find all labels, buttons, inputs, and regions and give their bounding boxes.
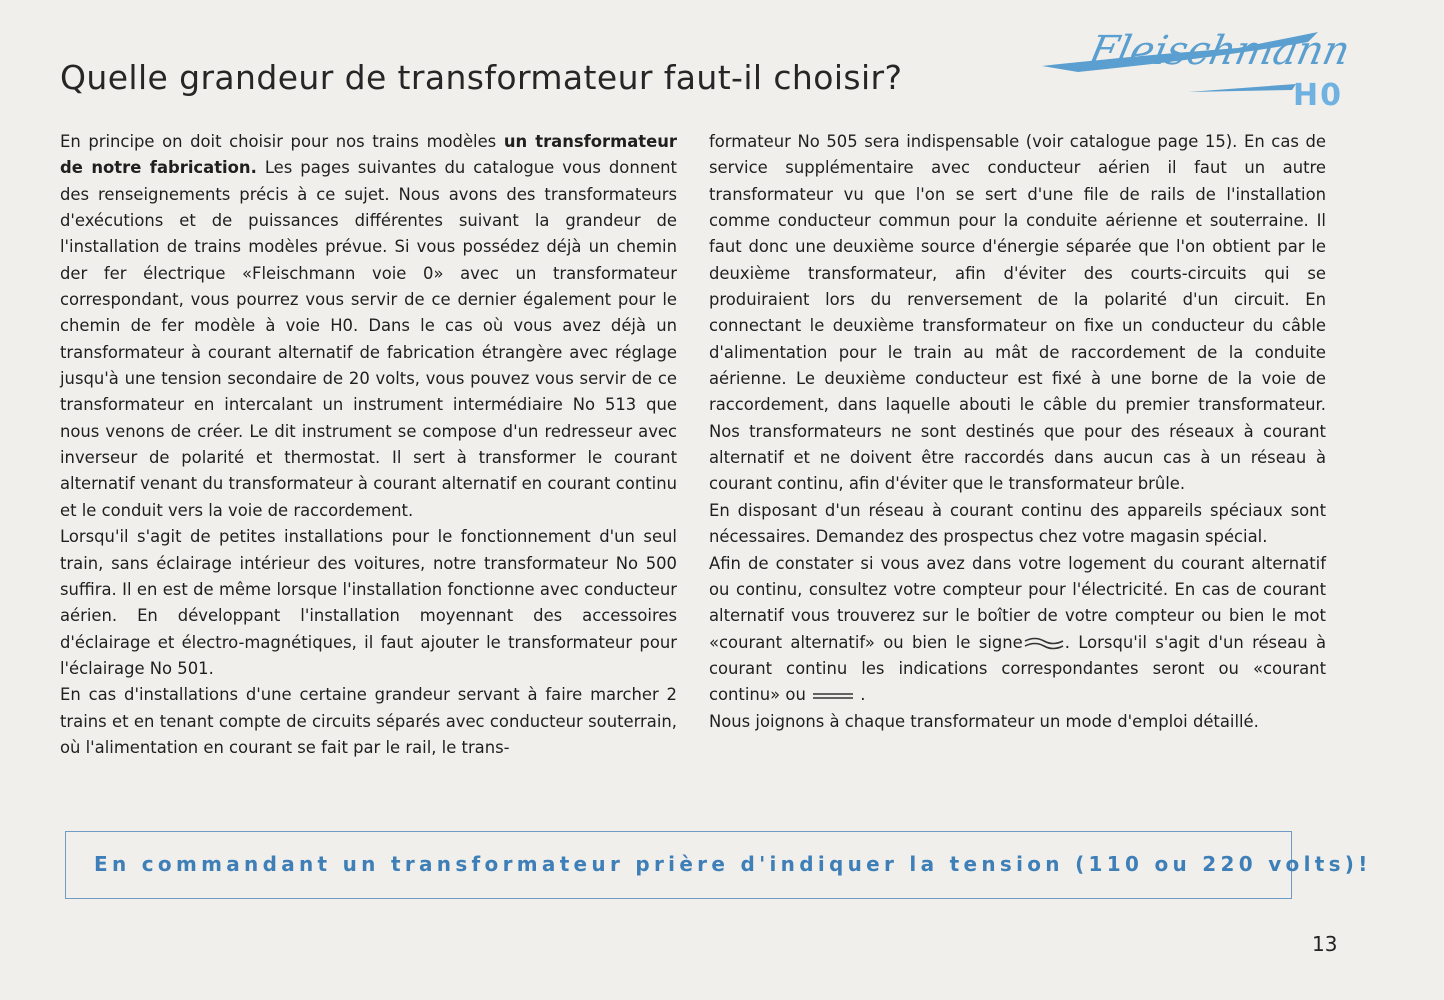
logo-scale: H0 [1293, 78, 1343, 113]
text-run: Les pages suivantes du catalogue vous donnent des renseignements précis à ce sujet. Nous avons des transformateurs d'exécutions et de puissances différentes suivant la grandeur de l'installation de trains modèles prévue. Si vous possédez déjà un chemin der fer électrique «Fleischmann voie 0» avec un transformateur correspondant, vous pourrez vous servir de ce dernier également pour le chemin de fer modèle à voie H0. Dans le cas où vous avez déjà un transformateur à courant alternatif de fabrication étrangère avec réglage jusqu'à une tension secondaire de 20 volts, vous pouvez vous servir de ce transformateur en intercalant un instrument intermédiaire No 513 que nous venons de créer. Le dit instrument se compose d'un redresseur avec inverseur de polarité et thermostat. Il sert à transformer le courant alternatif venant du transformateur à courant alternatif en courant continu et le conduit vers la voie de raccordement. [60, 158, 677, 520]
text-run: En principe on doit choisir pour nos trains modèles [60, 132, 504, 151]
paragraph [60, 129, 677, 524]
paragraph: En cas d'installations d'une certaine grandeur servant à faire marcher 2 trains et en tenant compte de circuits séparés avec conducteur souterrain, où l'alimentation en courant se fait par le rail, le trans- [60, 685, 677, 757]
paragraph: Nous joignons à chaque transformateur un mode d'emploi détaillé. [709, 711, 1259, 731]
emphasis-text: un transformateur de notre fabrication. [60, 132, 677, 178]
right-column [709, 129, 1326, 735]
alternating-current-icon [1023, 636, 1065, 650]
text-run: . Lorsqu'il s'agit d'un réseau à courant continu les indications correspondantes seront ou «courant continu» ou [709, 632, 1326, 705]
notice-text: En commandant un transformateur prière d'indiquer la tension (110 ou 220 volts)! [94, 852, 1372, 876]
logo-brand: Fleischmann [1085, 28, 1354, 74]
page-number: 13 [1312, 932, 1338, 956]
paragraph: Lorsqu'il s'agit de petites installations pour le fonctionnement d'un seul train, sans éclairage intérieur des voitures, notre transformateur No 500 suffira. Il en est de même lorsque l'installation fonctionne avec conducteur aérien. En développant l'installation moyennant des accessoires d'éclairage et électro-magnétiques, il faut ajouter le transformateur pour l'éclairage No 501. [60, 527, 677, 678]
paragraph: En disposant d'un réseau à courant continu des appareils spéciaux sont nécessaires. Demandez des prospectus chez votre magasin spécial. [709, 500, 1326, 547]
notice-box [65, 831, 1372, 899]
text-run: Afin de constater si vous avez dans votre logement du courant alternatif ou continu, consultez votre compteur pour l'électricité. En cas de courant alternatif vous trouverez sur le boîtier de votre compteur ou bien le mot «courant alternatif» ou bien le signe [709, 553, 1326, 652]
page-title: Quelle grandeur de transformateur faut-il choisir? [60, 58, 903, 97]
text-run: . [855, 685, 866, 705]
paragraph [709, 551, 1326, 709]
fleischmann-logo [1038, 22, 1370, 122]
left-column [60, 129, 677, 761]
paragraph: formateur No 505 sera indispensable (voir catalogue page 15). En cas de service supplémentaire avec conducteur aérien il faut un autre transformateur vu que l'on se sert d'une file de rails de l'installation comme conducteur commun pour la conduite aérienne et souterraine. Il faut donc une deuxième source d'énergie séparée que l'on obtient par le deuxième transformateur, afin d'éviter des courts-circuits qui se produiraient lors du renversement de la polarité d'un circuit. En connectant le deuxième transformateur on fixe un conducteur du câble d'alimentation pour le train au mât de raccordement de la conduite aérienne. Le deuxième conducteur est fixé à une borne de la voie de raccordement, dans laquelle abouti le câble du premier transformateur. Nos transformateurs ne sont destinés que pour des réseaux à courant alternatif et ne doivent être raccordés dans aucun cas à un réseau à courant continu, afin d'éviter que le transformateur brûle. [709, 132, 1326, 494]
direct-current-icon [811, 690, 855, 702]
